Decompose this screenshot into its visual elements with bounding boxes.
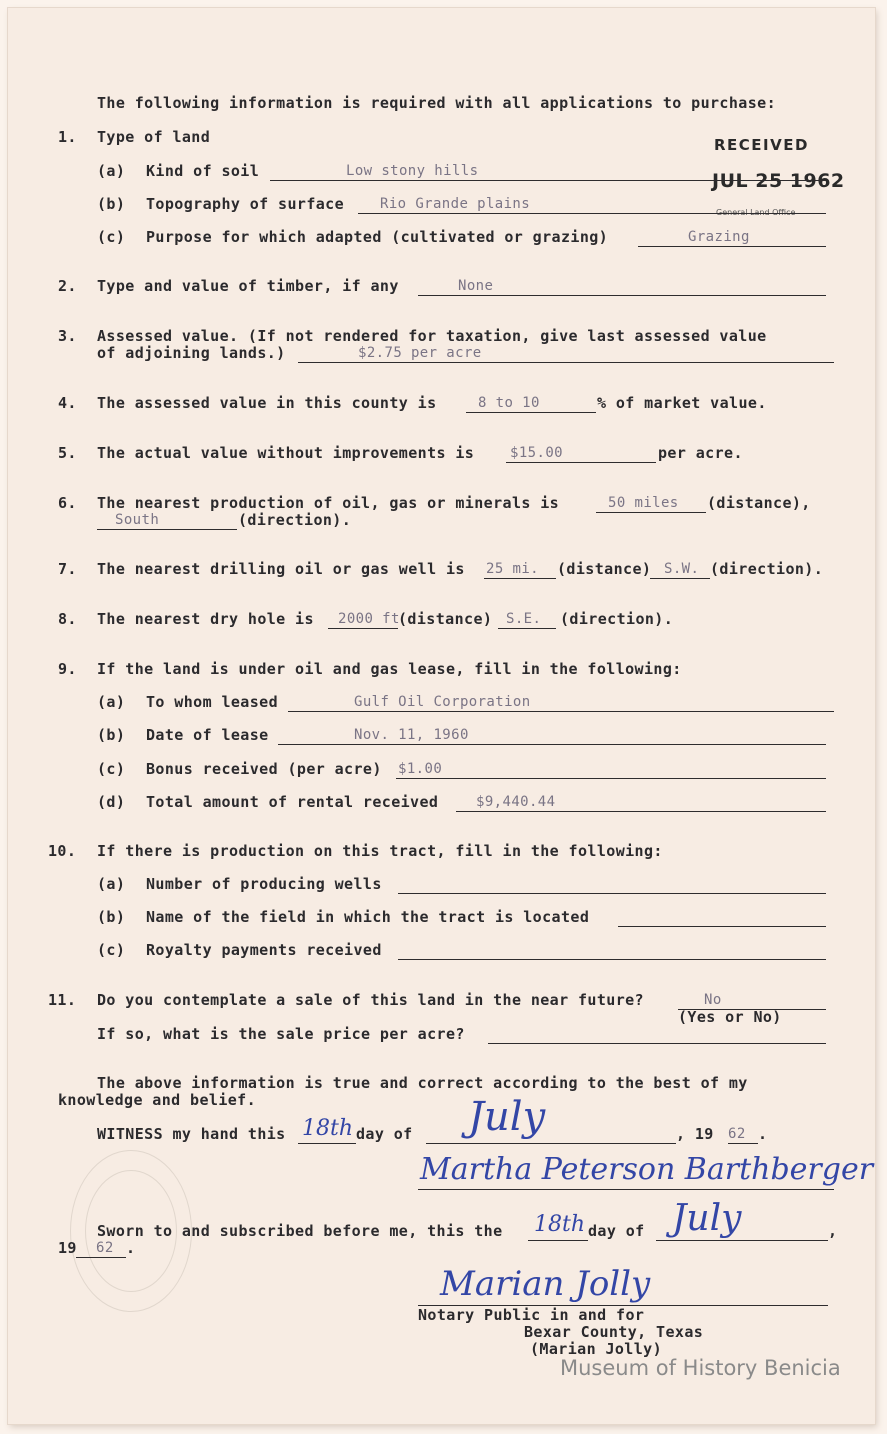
q2-text: Type and value of timber, if any [97,277,399,295]
affirm-line2: knowledge and belief. [58,1091,257,1109]
q9c-value-field: $1.00 [396,761,826,779]
q5-suffix: per acre. [658,444,743,462]
q9-number: 9. [58,660,77,678]
q1-number: 1. [58,128,77,146]
witness-end: . [758,1125,768,1143]
sworn-day-label: day of [588,1222,645,1240]
q7-distance-label: (distance) [557,560,652,578]
q3-number: 3. [58,327,77,345]
q1b-text: Topography of surface [146,195,345,213]
received-stamp-office: General Land Office [716,208,796,217]
witness-year-field: 62 [728,1126,758,1144]
q10c-label: (c) [97,941,126,959]
q6-number: 6. [58,494,77,512]
received-stamp-label: RECEIVED [714,136,809,154]
q9b-text: Date of lease [146,726,269,744]
q10a-label: (a) [97,875,126,893]
q6-direction-label: (direction). [238,511,352,529]
q5-text: The actual value without improvements is [97,444,475,462]
sworn-year-prefix: 19 [58,1239,77,1257]
q9d-value-field: $9,440.44 [456,794,826,812]
q6-direction-field: South [97,512,237,530]
q10a-value-field [398,876,826,894]
sworn-prefix: Sworn to and subscribed before me, this the [97,1222,503,1240]
q11-text2: If so, what is the sale price per acre? [97,1025,465,1043]
q2-number: 2. [58,277,77,295]
q9b-value-field: Nov. 11, 1960 [278,727,826,745]
q10c-value-field [398,942,826,960]
q1b-value-field: Rio Grande plains [358,196,826,214]
q3-value-field: $2.75 per acre [298,345,834,363]
witness-day-label: day of [356,1125,413,1143]
q10c-text: Royalty payments received [146,941,382,959]
q6-text: The nearest production of oil, gas or minerals is [97,494,560,512]
q11-choices: (Yes or No) [678,1008,782,1026]
q6-distance-field: 50 miles [596,495,706,513]
q9d-label: (d) [97,793,126,811]
sworn-day-handwritten: 18th [534,1212,586,1237]
affirm-line1: The above information is true and correct according to the best of my [97,1074,748,1092]
q1a-value-field: Low stony hills [270,163,826,181]
witness-year-prefix: , 19 [676,1125,714,1143]
q3-line1: Assessed value. (If not rendered for taxation, give last assessed value [97,327,767,345]
q1c-text: Purpose for which adapted (cultivated or grazing) [146,228,609,246]
q10a-text: Number of producing wells [146,875,382,893]
q11-number: 11. [48,991,77,1009]
q10b-text: Name of the field in which the tract is located [146,908,590,926]
q4-number: 4. [58,394,77,412]
witness-day-handwritten: 18th [302,1116,354,1141]
q4-value-field: 8 to 10 [466,395,596,413]
q9a-label: (a) [97,693,126,711]
q11-value-field: No [678,992,826,1010]
q1b-label: (b) [97,195,126,213]
q1a-label: (a) [97,162,126,180]
notary-signature: Marian Jolly [440,1264,651,1304]
q11-text: Do you contemplate a sale of this land in the near future? [97,991,644,1009]
q5-number: 5. [58,444,77,462]
q8-direction-field: S.E. [498,611,556,629]
q6-distance-label: (distance), [707,494,811,512]
q7-number: 7. [58,560,77,578]
q9a-value-field: Gulf Oil Corporation [288,694,834,712]
q4-suffix: % of market value. [597,394,767,412]
q10-title: If there is production on this tract, fill in the following: [97,842,663,860]
q8-direction-label: (direction). [560,610,674,628]
q9c-label: (c) [97,760,126,778]
q9d-text: Total amount of rental received [146,793,439,811]
q9c-text: Bonus received (per acre) [146,760,382,778]
q2-value-field: None [418,278,826,296]
q8-distance-field: 2000 ft [328,611,398,629]
q1a-text: Kind of soil [146,162,260,180]
q8-number: 8. [58,610,77,628]
q8-distance-label: (distance) [398,610,493,628]
applicant-signature: Martha Peterson Barthberger [420,1152,874,1187]
q7-distance-field: 25 mi. [484,561,556,579]
q10b-value-field [618,909,826,927]
q7-direction-label: (direction). [710,560,824,578]
received-stamp-date: JUL 25 1962 [712,170,845,192]
q9a-text: To whom leased [146,693,279,711]
q9-title: If the land is under oil and gas lease, fill in the following: [97,660,682,678]
q7-direction-field: S.W. [650,561,710,579]
q5-value-field: $15.00 [506,445,656,463]
q7-text: The nearest drilling oil or gas well is [97,560,465,578]
intro-text: The following information is required with all applications to purchase: [97,94,777,112]
sworn-year-field: 62 [76,1240,126,1258]
museum-watermark: Museum of History Benicia [560,1356,841,1380]
witness-prefix: WITNESS my hand this [97,1125,286,1143]
q8-text: The nearest dry hole is [97,610,314,628]
sworn-end: . [126,1239,136,1257]
notary-line1: Notary Public in and for [418,1306,645,1324]
q1c-label: (c) [97,228,126,246]
q1-title: Type of land [97,128,211,146]
q9b-label: (b) [97,726,126,744]
sworn-month-handwritten: July [672,1198,742,1239]
q11-price-field [488,1026,826,1044]
q10-number: 10. [48,842,77,860]
notary-line2: Bexar County, Texas [524,1323,704,1341]
q1c-value-field: Grazing [638,229,826,247]
q10b-label: (b) [97,908,126,926]
witness-month-handwritten: July [468,1094,546,1140]
q3-line2: of adjoining lands.) [97,344,286,362]
witness-month-field [426,1126,676,1144]
sworn-comma: , [828,1222,838,1240]
q4-text: The assessed value in this county is [97,394,437,412]
notary-line3: (Marian Jolly) [530,1340,663,1358]
